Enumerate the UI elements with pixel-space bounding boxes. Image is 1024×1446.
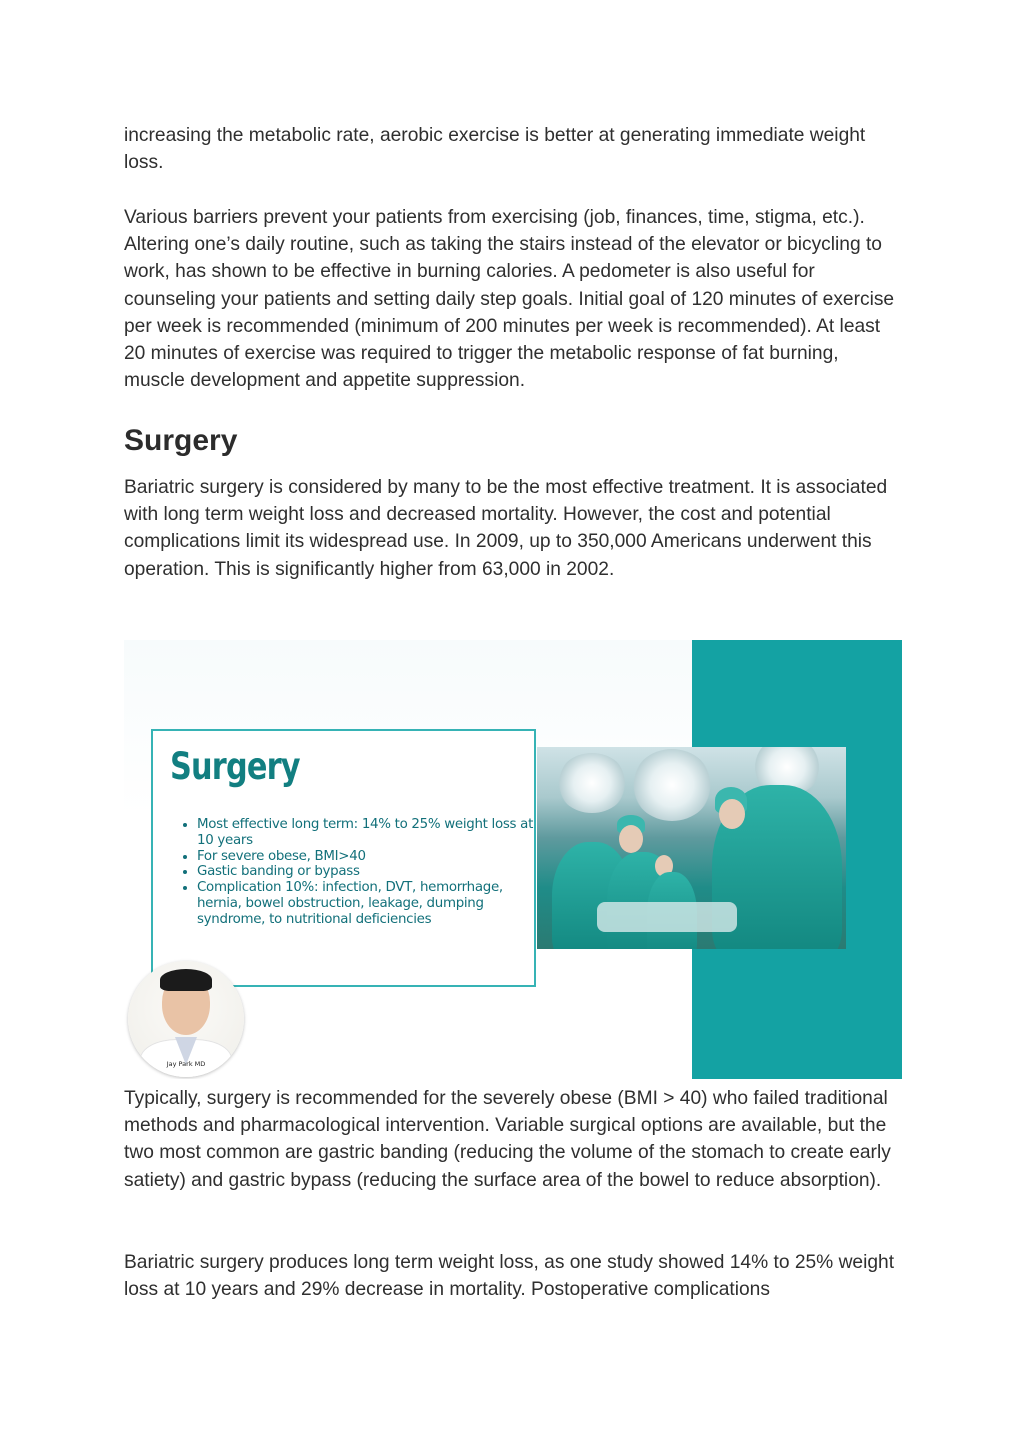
paragraph-aerobic-exercise: increasing the metabolic rate, aerobic exercise is better at generating immediate weight loss. bbox=[124, 125, 866, 174]
slide-bullet: • Complication 10%: infection, DVT, hemorrhage, hernia, bowel obstruction, leakage, dumping syndrome, to nutritional deficiencies bbox=[197, 880, 537, 927]
slide-title: Surgery bbox=[170, 745, 300, 788]
section-heading-surgery: Surgery bbox=[124, 424, 238, 457]
slide-bullet: • For severe obese, BMI>40 bbox=[197, 849, 537, 865]
presenter-avatar bbox=[128, 961, 244, 1077]
operating-room-photo bbox=[537, 747, 846, 949]
slide-text-card bbox=[151, 729, 536, 987]
slide-bullet: • Most effective long term: 14% to 25% weight loss at 10 years bbox=[197, 817, 537, 849]
paragraph-surgery-outcomes: Bariatric surgery produces long term weight loss, as one study showed 14% to 25% weight loss at 10 years and 29% decrease in mortality. Postoperative complications bbox=[124, 1252, 895, 1301]
paragraph-exercise-barriers: Various barriers prevent your patients from exercising (job, finances, time, stigma, etc.). Altering one’s daily routine, such as taking the stairs instead of the elevator or bicycling to work, has shown to be effective in burning calories. A pedometer is also useful for counseling your patients and setting daily step goals. Initial goal of 120 minutes of exercise per week is recommended (minimum of 200 minutes per week is recommended). At least 20 minutes of exercise was required to trigger the metabolic response of fat burning, muscle development and appetite suppression. bbox=[124, 207, 895, 392]
presenter-name: Jay Park MD bbox=[166, 1060, 206, 1068]
presentation-slide-image bbox=[124, 640, 902, 1079]
slide-bullet-list bbox=[181, 817, 537, 928]
paragraph-bariatric-intro: Bariatric surgery is considered by many to be the most effective treatment. It is associated with long term weight loss and decreased mortality. However, the cost and potential complications limit its widespread use. In 2009, up to 350,000 Americans underwent this operation. This is significantly higher from 63,000 in 2002. bbox=[124, 477, 888, 580]
slide-bullet: • Gastic banding or bypass bbox=[197, 864, 537, 880]
paragraph-surgery-indications: Typically, surgery is recommended for the severely obese (BMI > 40) who failed traditional methods and pharmacological intervention. Variable surgical options are available, but the two most common are gastric banding (reducing the volume of the stomach to create early satiety) and gastric bypass (reducing the surface area of the bowel to reduce absorption). bbox=[124, 1088, 891, 1191]
